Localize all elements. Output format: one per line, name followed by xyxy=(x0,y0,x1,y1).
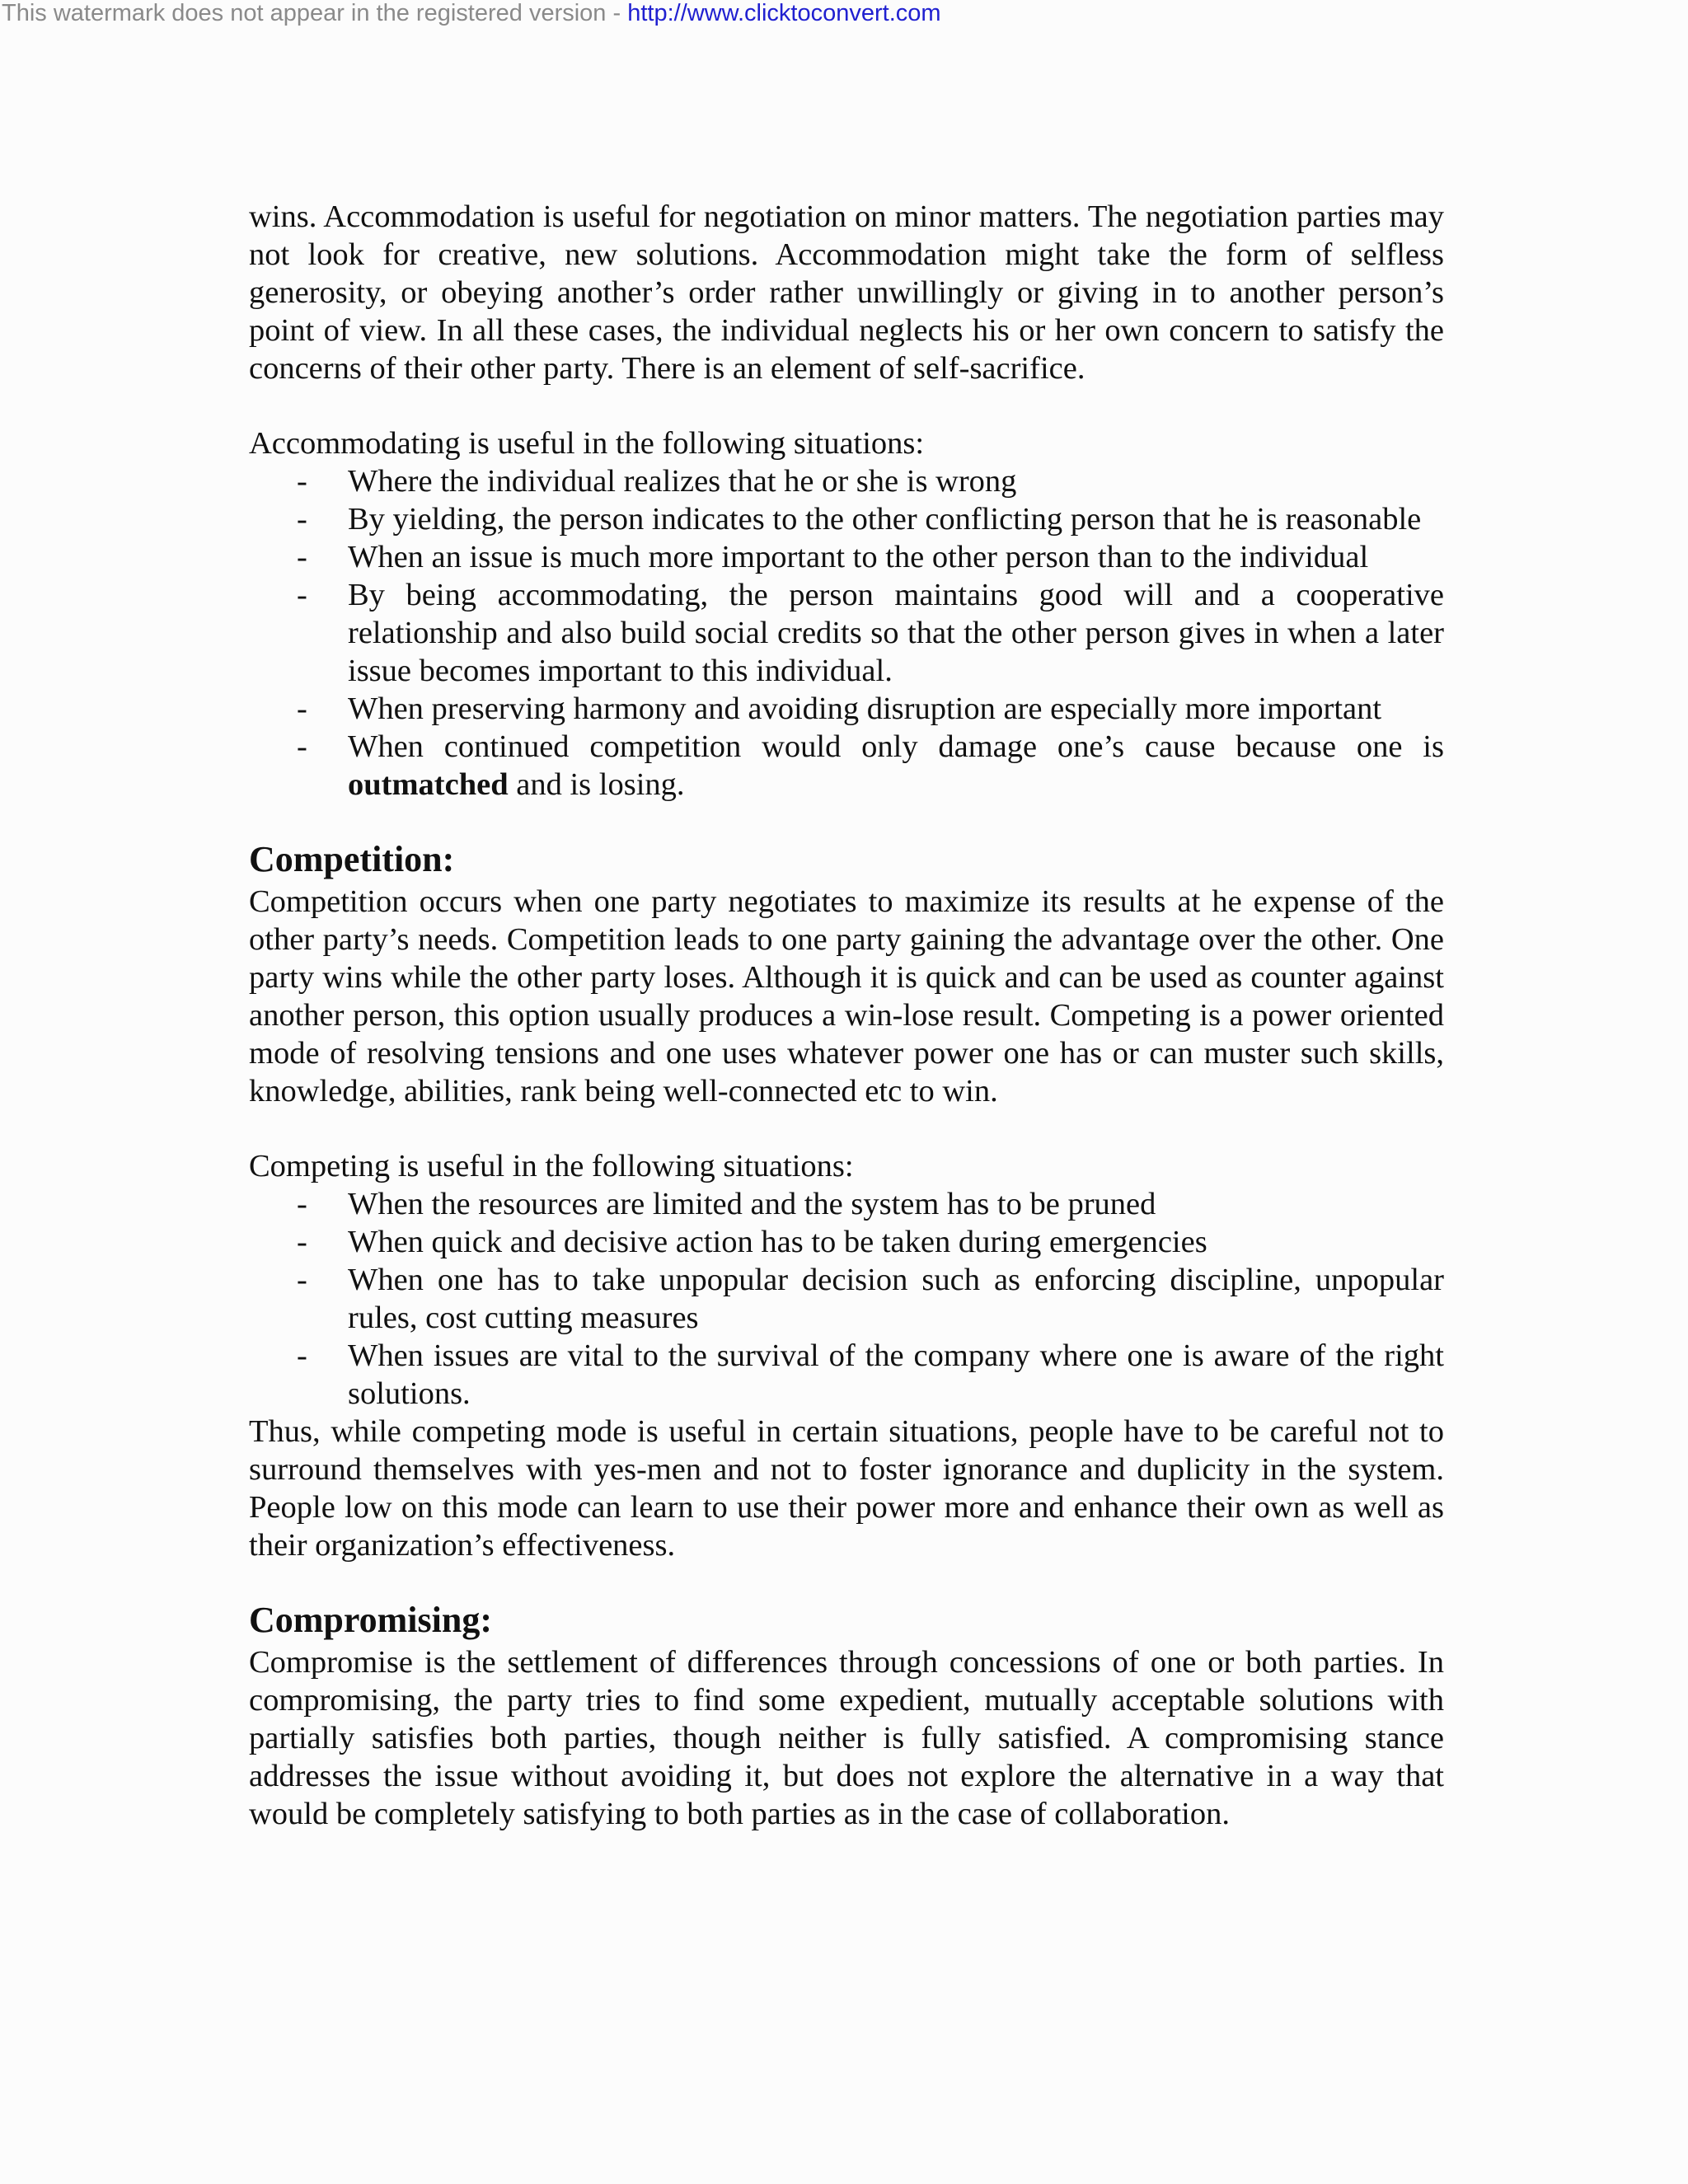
competition-heading: Competition: xyxy=(249,839,455,879)
watermark xyxy=(2,0,941,26)
competing-list xyxy=(249,1185,1444,1413)
list-item xyxy=(348,728,1444,804)
list-item: - When the resources are limited and the system has to be pruned xyxy=(348,1185,1444,1223)
list-item: - Where the individual realizes that he or she is wrong xyxy=(348,462,1444,500)
list-item: - By yielding, the person indicates to the other conflicting person that he is reasonable xyxy=(348,500,1444,538)
bold-term: outmatched xyxy=(348,767,509,802)
compromising-paragraph: Compromise is the settlement of differences through concessions of one or both parties. In compromising, the party tries to find some expedient, mutually acceptable solutions with partially satisfies both parties, though neither is fully satisfied. A compromising stance addresses the issue without avoiding it, but does not explore the alternative in a way that would be completely satisfying to both parties as in the case of collaboration. xyxy=(249,1645,1444,1831)
spacer xyxy=(249,804,1444,837)
competition-paragraph: Competition occurs when one party negotiates to maximize its results at he expense of the other party’s needs. Competition leads to one party gaining the advantage over the other. One party wins while the other party loses. Although it is quick and can be used as counter against another person, this option usually produces a win-lose result. Competing is a power oriented mode of resolving tensions and one uses whatever power one has or can muster such skills, knowledge, abilities, rank being well-connected etc to win. xyxy=(249,884,1444,1108)
list-item: - When preserving harmony and avoiding disruption are especially more important xyxy=(348,690,1444,728)
list-item: - When quick and decisive action has to be taken during emergencies xyxy=(348,1223,1444,1261)
spacer xyxy=(249,1564,1444,1597)
compromising-heading: Compromising: xyxy=(249,1600,492,1640)
list-item: - When an issue is much more important to the other person than to the individual xyxy=(348,538,1444,576)
watermark-link[interactable]: http://www.clicktoconvert.com xyxy=(627,0,941,26)
watermark-text: This watermark does not appear in the registered version - xyxy=(2,0,628,26)
list-item: - By being accommodating, the person maintains good will and a cooperative relationship and also build social credits so that the other person gives in when a later issue becomes important to this individual. xyxy=(348,576,1444,690)
competition-closing-paragraph: Thus, while competing mode is useful in certain situations, people have to be careful not to surround themselves with yes-men and not to foster ignorance and duplicity in the system. People low on this mode can learn to use their power more and enhance their own as well as their organization’s effectiveness. xyxy=(249,1414,1444,1563)
accommodating-list xyxy=(249,462,1444,804)
document-page xyxy=(249,198,1444,1833)
list-item-text: and is losing. xyxy=(508,767,685,802)
accommodating-list-intro: Accommodating is useful in the following situations: xyxy=(249,426,925,461)
spacer xyxy=(249,387,1444,424)
list-item: - When issues are vital to the survival of the company where one is aware of the right solutions. xyxy=(348,1337,1444,1413)
spacer xyxy=(249,1110,1444,1147)
list-item-text: When continued competition would only damage one’s cause because one is xyxy=(348,729,1444,764)
competing-list-intro: Competing is useful in the following situations: xyxy=(249,1149,854,1183)
list-item: - When one has to take unpopular decision such as enforcing discipline, unpopular rules, cost cutting measures xyxy=(348,1261,1444,1337)
accommodation-paragraph: wins. Accommodation is useful for negotiation on minor matters. The negotiation parties may not look for creative, new solutions. Accommodation might take the form of selfless generosity, or obeying another’s order rather unwillingly or giving in to another person’s point of view. In all these cases, the individual neglects his or her own concern to satisfy the concerns of their other party. There is an element of self-sacrifice. xyxy=(249,199,1444,386)
